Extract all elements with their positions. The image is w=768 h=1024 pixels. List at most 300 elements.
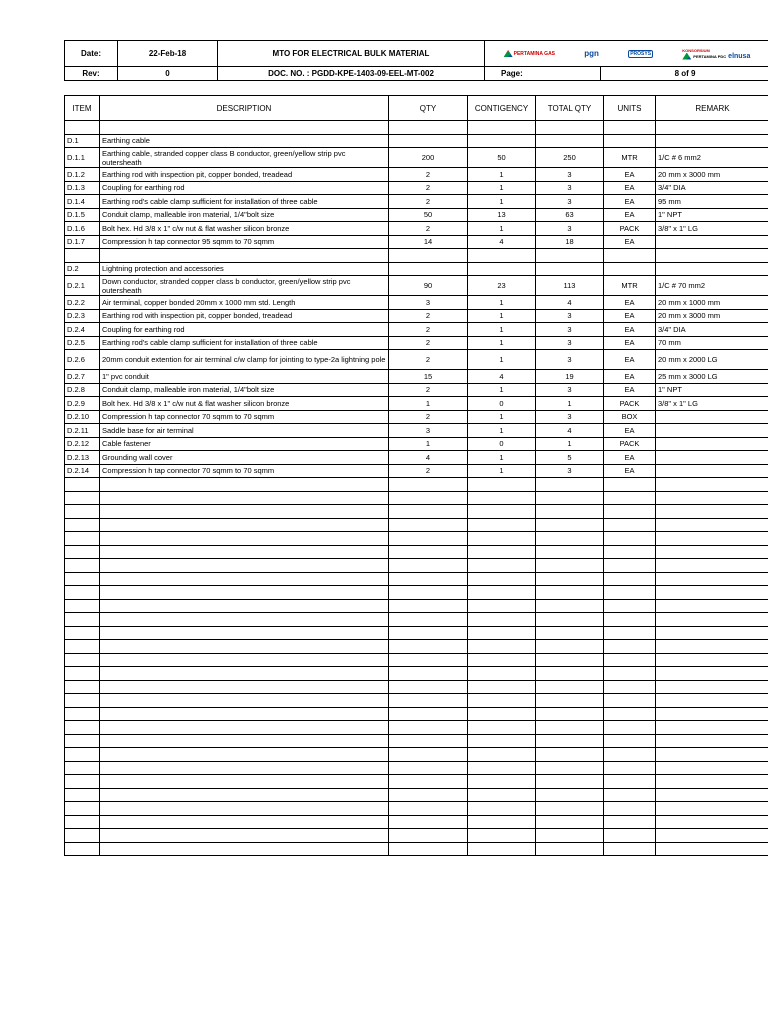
remark-cell: 20 mm x 1000 mm	[656, 296, 768, 310]
total-qty-cell	[536, 680, 604, 694]
total-qty-cell	[536, 815, 604, 829]
total-qty-cell	[536, 775, 604, 789]
remark-cell	[656, 667, 768, 681]
item-cell	[65, 761, 100, 775]
contigency-cell	[468, 640, 536, 654]
description-cell: Earthing rod's cable clamp sufficient for installation of three cable	[100, 195, 389, 209]
units-cell	[604, 249, 656, 263]
description-cell	[100, 653, 389, 667]
table-row	[65, 572, 768, 586]
item-cell	[65, 802, 100, 816]
table-row	[65, 505, 768, 519]
total-qty-cell: 3	[536, 309, 604, 323]
item-cell: D.1.4	[65, 195, 100, 209]
units-cell: EA	[604, 235, 656, 249]
description-cell: Conduit clamp, malleable iron material, 1/4"bolt size	[100, 383, 389, 397]
contigency-cell: 1	[468, 383, 536, 397]
qty-cell	[389, 788, 468, 802]
item-cell	[65, 680, 100, 694]
description-cell: Bolt hex. Hd 3/8 x 1" c/w nut & flat washer silicon bronze	[100, 397, 389, 411]
units-cell	[604, 707, 656, 721]
total-qty-cell: 3	[536, 410, 604, 424]
contigency-cell	[468, 518, 536, 532]
remark-cell	[656, 235, 768, 249]
total-qty-cell: 18	[536, 235, 604, 249]
col-remark: REMARK	[656, 96, 768, 121]
qty-cell	[389, 599, 468, 613]
contigency-cell	[468, 829, 536, 843]
col-units: UNITS	[604, 96, 656, 121]
total-qty-cell: 63	[536, 208, 604, 222]
remark-cell: 1" NPT	[656, 383, 768, 397]
contigency-cell	[468, 815, 536, 829]
table-row	[65, 451, 768, 465]
contigency-cell	[468, 680, 536, 694]
remark-cell	[656, 680, 768, 694]
item-cell	[65, 545, 100, 559]
qty-cell	[389, 761, 468, 775]
contigency-cell	[468, 559, 536, 573]
item-cell: D.2.1	[65, 276, 100, 296]
table-row	[65, 761, 768, 775]
total-qty-cell	[536, 491, 604, 505]
description-cell	[100, 640, 389, 654]
remark-cell	[656, 842, 768, 856]
item-cell	[65, 559, 100, 573]
units-cell: EA	[604, 383, 656, 397]
date-value: 22-Feb-18	[118, 41, 218, 67]
description-cell	[100, 505, 389, 519]
description-cell	[100, 707, 389, 721]
table-row	[65, 626, 768, 640]
contigency-cell	[468, 694, 536, 708]
total-qty-cell	[536, 788, 604, 802]
units-cell	[604, 121, 656, 135]
item-cell: D.1.2	[65, 168, 100, 182]
description-cell	[100, 829, 389, 843]
units-cell	[604, 721, 656, 735]
table-row	[65, 168, 768, 182]
remark-cell	[656, 437, 768, 451]
prosys-logo: PROSYS	[630, 50, 652, 57]
contigency-cell: 0	[468, 397, 536, 411]
total-qty-cell	[536, 748, 604, 762]
description-cell	[100, 518, 389, 532]
contigency-cell	[468, 249, 536, 263]
item-cell: D.1	[65, 134, 100, 148]
qty-cell: 2	[389, 195, 468, 209]
units-cell: MTR	[604, 148, 656, 168]
description-cell: Earthing rod with inspection pit, copper bonded, treadead	[100, 168, 389, 182]
total-qty-cell	[536, 532, 604, 546]
contigency-cell: 1	[468, 323, 536, 337]
remark-cell	[656, 532, 768, 546]
total-qty-cell: 113	[536, 276, 604, 296]
qty-cell: 2	[389, 323, 468, 337]
col-description: DESCRIPTION	[100, 96, 389, 121]
units-cell: EA	[604, 336, 656, 350]
qty-cell: 2	[389, 350, 468, 370]
qty-cell	[389, 680, 468, 694]
remark-cell	[656, 775, 768, 789]
remark-cell	[656, 559, 768, 573]
contigency-cell: 1	[468, 336, 536, 350]
contigency-cell: 23	[468, 276, 536, 296]
description-cell: Down conductor, stranded copper class b conductor, green/yellow strip pvc outersheath	[100, 276, 389, 296]
remark-cell	[656, 410, 768, 424]
description-cell	[100, 748, 389, 762]
description-cell	[100, 761, 389, 775]
qty-cell	[389, 694, 468, 708]
units-cell	[604, 505, 656, 519]
qty-cell	[389, 249, 468, 263]
total-qty-cell	[536, 653, 604, 667]
total-qty-cell: 3	[536, 383, 604, 397]
table-row	[65, 599, 768, 613]
description-cell	[100, 788, 389, 802]
remark-cell	[656, 829, 768, 843]
material-table	[64, 95, 768, 856]
item-cell	[65, 613, 100, 627]
table-row	[65, 336, 768, 350]
description-cell	[100, 532, 389, 546]
description-cell	[100, 121, 389, 135]
item-cell: D.1.6	[65, 222, 100, 236]
total-qty-cell: 5	[536, 451, 604, 465]
remark-cell	[656, 815, 768, 829]
item-cell	[65, 121, 100, 135]
description-cell: Earthing cable, stranded copper class B conductor, green/yellow strip pvc outersheath	[100, 148, 389, 168]
remark-cell	[656, 761, 768, 775]
units-cell	[604, 775, 656, 789]
table-row	[65, 694, 768, 708]
table-row	[65, 491, 768, 505]
total-qty-cell	[536, 829, 604, 843]
contigency-cell: 1	[468, 222, 536, 236]
item-cell: D.1.7	[65, 235, 100, 249]
column-header-row	[65, 96, 768, 121]
table-row	[65, 195, 768, 209]
table-row	[65, 208, 768, 222]
description-cell: Air terminal, copper bonded 20mm x 1000 mm std. Length	[100, 296, 389, 310]
item-cell	[65, 829, 100, 843]
remark-cell	[656, 599, 768, 613]
total-qty-cell	[536, 121, 604, 135]
item-cell	[65, 491, 100, 505]
total-qty-cell: 4	[536, 424, 604, 438]
item-cell: D.2.3	[65, 309, 100, 323]
description-cell: Coupling for earthing rod	[100, 181, 389, 195]
item-cell	[65, 815, 100, 829]
qty-cell: 14	[389, 235, 468, 249]
item-cell	[65, 775, 100, 789]
units-cell	[604, 491, 656, 505]
remark-cell	[656, 613, 768, 627]
qty-cell: 50	[389, 208, 468, 222]
item-cell: D.2.10	[65, 410, 100, 424]
qty-cell	[389, 613, 468, 627]
remark-cell	[656, 505, 768, 519]
contigency-cell	[468, 491, 536, 505]
qty-cell: 90	[389, 276, 468, 296]
item-cell: D.2	[65, 262, 100, 276]
units-cell	[604, 262, 656, 276]
contigency-cell	[468, 761, 536, 775]
remark-cell	[656, 249, 768, 263]
description-cell	[100, 802, 389, 816]
table-row	[65, 424, 768, 438]
table-row	[65, 134, 768, 148]
total-qty-cell	[536, 721, 604, 735]
logo-block	[485, 41, 768, 67]
total-qty-cell	[536, 613, 604, 627]
units-cell	[604, 761, 656, 775]
qty-cell	[389, 572, 468, 586]
units-cell	[604, 842, 656, 856]
units-cell: EA	[604, 309, 656, 323]
rev-label: Rev:	[65, 67, 118, 81]
qty-cell	[389, 721, 468, 735]
item-cell: D.2.9	[65, 397, 100, 411]
description-cell: Compression h tap connector 70 sqmm to 70 sqmm	[100, 464, 389, 478]
contigency-cell	[468, 748, 536, 762]
qty-cell	[389, 262, 468, 276]
remark-cell	[656, 518, 768, 532]
remark-cell	[656, 748, 768, 762]
contigency-cell: 4	[468, 235, 536, 249]
col-contigency: CONTIGENCY	[468, 96, 536, 121]
description-cell: Earthing rod's cable clamp sufficient for installation of three cable	[100, 336, 389, 350]
contigency-cell	[468, 121, 536, 135]
item-cell	[65, 640, 100, 654]
remark-cell	[656, 734, 768, 748]
contigency-cell	[468, 707, 536, 721]
contigency-cell	[468, 134, 536, 148]
qty-cell	[389, 734, 468, 748]
total-qty-cell	[536, 505, 604, 519]
contigency-cell: 1	[468, 195, 536, 209]
remark-cell	[656, 694, 768, 708]
table-row	[65, 121, 768, 135]
contigency-cell	[468, 532, 536, 546]
remark-cell	[656, 134, 768, 148]
table-row	[65, 532, 768, 546]
col-qty: QTY	[389, 96, 468, 121]
description-cell: 1" pvc conduit	[100, 370, 389, 384]
qty-cell: 2	[389, 464, 468, 478]
table-row	[65, 802, 768, 816]
table-row	[65, 222, 768, 236]
description-cell	[100, 249, 389, 263]
units-cell	[604, 478, 656, 492]
item-cell: D.2.12	[65, 437, 100, 451]
qty-cell	[389, 640, 468, 654]
description-cell	[100, 626, 389, 640]
units-cell: EA	[604, 451, 656, 465]
total-qty-cell: 3	[536, 336, 604, 350]
units-cell: BOX	[604, 410, 656, 424]
description-cell	[100, 721, 389, 735]
item-cell: D.2.2	[65, 296, 100, 310]
table-row	[65, 775, 768, 789]
qty-cell	[389, 667, 468, 681]
qty-cell	[389, 134, 468, 148]
units-cell: EA	[604, 168, 656, 182]
units-cell: EA	[604, 350, 656, 370]
document-number: DOC. NO. : PGDD-KPE-1403-09-EEL-MT-002	[218, 67, 485, 81]
table-row	[65, 383, 768, 397]
remark-cell	[656, 626, 768, 640]
qty-cell	[389, 748, 468, 762]
item-cell	[65, 586, 100, 600]
remark-cell: 25 mm x 3000 LG	[656, 370, 768, 384]
total-qty-cell	[536, 134, 604, 148]
item-cell: D.1.5	[65, 208, 100, 222]
date-label: Date:	[65, 41, 118, 67]
table-row	[65, 680, 768, 694]
qty-cell	[389, 815, 468, 829]
units-cell: EA	[604, 181, 656, 195]
units-cell	[604, 815, 656, 829]
table-row	[65, 815, 768, 829]
table-row	[65, 829, 768, 843]
table-row	[65, 148, 768, 168]
remark-cell	[656, 545, 768, 559]
table-row	[65, 653, 768, 667]
contigency-cell: 1	[468, 181, 536, 195]
contigency-cell: 1	[468, 410, 536, 424]
qty-cell	[389, 518, 468, 532]
qty-cell: 200	[389, 148, 468, 168]
table-row	[65, 296, 768, 310]
contigency-cell	[468, 734, 536, 748]
description-cell	[100, 667, 389, 681]
units-cell	[604, 802, 656, 816]
table-row	[65, 437, 768, 451]
item-cell: D.1.1	[65, 148, 100, 168]
qty-cell	[389, 775, 468, 789]
total-qty-cell	[536, 802, 604, 816]
total-qty-cell: 250	[536, 148, 604, 168]
remark-cell: 20 mm x 2000 LG	[656, 350, 768, 370]
col-item: ITEM	[65, 96, 100, 121]
description-cell: Saddle base for air terminal	[100, 424, 389, 438]
table-row	[65, 410, 768, 424]
total-qty-cell: 19	[536, 370, 604, 384]
units-cell: EA	[604, 323, 656, 337]
units-cell	[604, 532, 656, 546]
remark-cell: 3/8" x 1" LG	[656, 397, 768, 411]
table-row	[65, 734, 768, 748]
units-cell: EA	[604, 424, 656, 438]
pgn-logo: pgn	[584, 49, 599, 58]
total-qty-cell	[536, 249, 604, 263]
description-cell: Lightning protection and accessories	[100, 262, 389, 276]
rev-value: 0	[118, 67, 218, 81]
table-row	[65, 586, 768, 600]
remark-cell	[656, 802, 768, 816]
total-qty-cell: 1	[536, 397, 604, 411]
units-cell: PACK	[604, 397, 656, 411]
total-qty-cell	[536, 572, 604, 586]
item-cell	[65, 667, 100, 681]
units-cell	[604, 640, 656, 654]
units-cell	[604, 734, 656, 748]
total-qty-cell	[536, 262, 604, 276]
table-row	[65, 235, 768, 249]
units-cell: EA	[604, 464, 656, 478]
qty-cell: 2	[389, 383, 468, 397]
qty-cell: 2	[389, 336, 468, 350]
units-cell	[604, 134, 656, 148]
total-qty-cell	[536, 842, 604, 856]
contigency-cell	[468, 788, 536, 802]
description-cell: Earthing rod with inspection pit, copper bonded, treadead	[100, 309, 389, 323]
remark-cell	[656, 262, 768, 276]
qty-cell: 4	[389, 451, 468, 465]
qty-cell	[389, 532, 468, 546]
document-header	[64, 40, 768, 81]
description-cell	[100, 680, 389, 694]
qty-cell	[389, 491, 468, 505]
description-cell	[100, 599, 389, 613]
item-cell	[65, 478, 100, 492]
units-cell	[604, 586, 656, 600]
item-cell: D.2.13	[65, 451, 100, 465]
units-cell	[604, 667, 656, 681]
contigency-cell	[468, 653, 536, 667]
remark-cell: 70 mm	[656, 336, 768, 350]
contigency-cell	[468, 599, 536, 613]
item-cell	[65, 707, 100, 721]
total-qty-cell	[536, 599, 604, 613]
qty-cell: 15	[389, 370, 468, 384]
remark-cell	[656, 572, 768, 586]
qty-cell: 3	[389, 296, 468, 310]
qty-cell	[389, 559, 468, 573]
qty-cell: 1	[389, 437, 468, 451]
contigency-cell: 1	[468, 464, 536, 478]
description-cell	[100, 478, 389, 492]
qty-cell	[389, 802, 468, 816]
pertamina-gas-logo: PERTAMINA GAS	[504, 50, 555, 57]
remark-cell	[656, 424, 768, 438]
contigency-cell	[468, 478, 536, 492]
total-qty-cell: 3	[536, 222, 604, 236]
units-cell	[604, 788, 656, 802]
item-cell	[65, 626, 100, 640]
remark-cell: 1" NPT	[656, 208, 768, 222]
total-qty-cell	[536, 586, 604, 600]
contigency-cell	[468, 802, 536, 816]
remark-cell: 3/4" DIA	[656, 181, 768, 195]
item-cell	[65, 694, 100, 708]
contigency-cell: 0	[468, 437, 536, 451]
contigency-cell: 1	[468, 309, 536, 323]
description-cell: Earthing cable	[100, 134, 389, 148]
contigency-cell	[468, 505, 536, 519]
remark-cell	[656, 464, 768, 478]
item-cell	[65, 249, 100, 263]
konsorsium-logo: KONSORSIUM PERTAMINA PDC elnusa	[682, 47, 751, 60]
qty-cell: 3	[389, 424, 468, 438]
remark-cell	[656, 707, 768, 721]
remark-cell	[656, 491, 768, 505]
contigency-cell	[468, 262, 536, 276]
remark-cell: 3/4" DIA	[656, 323, 768, 337]
qty-cell	[389, 478, 468, 492]
item-cell: D.2.14	[65, 464, 100, 478]
